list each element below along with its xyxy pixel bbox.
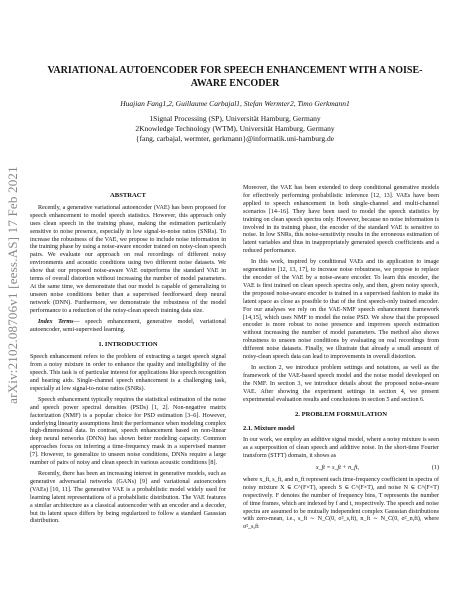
arxiv-sidebar [2,150,24,420]
author-list: Huajian Fang1,2, Guillaume Carbajal1, Stefan Wermter2, Timo Gerkmann1 [120,99,350,108]
index-terms [30,319,226,335]
arxiv-identifier: arXiv:2102.08706v1 [eess.AS] 17 Feb 2021 [5,166,20,404]
right-paragraph-1: Moreover, the VAE has been extended to deep conditional generative models for effectively performing probabilistic inference [12, 13]. VAEs have been applied to speech enhancement in both single-channel and multi-channel scenarios [14–16]. They have been used to model the speech statistics by training on clean speech spectra only. However, because no noise information is involved in its training phase, the encoder of the standard VAE is sensitive to noise. In low SNRs, this noise-sensitivity results in the erroneous estimation of latent variables and thus in inappropriately generated speech coefficients and a reduced performance. [243,185,439,255]
author-emails: {fang, carbajal, wermter, gerkmann}@informatik.uni-hamburg.de [135,134,335,143]
intro-paragraph-1: Speech enhancement refers to the problem of extracting a target speech signal from a noisy mixture in order to enhance the quality and intelligibility of the speech. This task is of particular interest for applications like speech recognition and hearing aids. Single-channel speech enhancement is a challenging task, especially at low signal-to-noise ratios (SNRs). [30,354,226,392]
section-2-heading: 2. PROBLEM FORMULATION [294,411,387,419]
right-paragraph-5: where x_ft, s_ft, and n_ft represent each time-frequency coefficient in spectra of noisy mixture X ∈ C^(F×T), speech S ∈ C^(F×T), and noise N ∈ C^(F×T) respectively. F denotes the number of frequency bins, T represents the number of time frames, which are indexed by f and t, respectively. The speech and noise spectra are assumed to be mutually independent complex Gaussian distributions with zero-mean, i.e., s_ft ∼ N_C(0, σ²_s,ft), n_ft ∼ N_C(0, σ²_n,ft), where σ²_s,ft [243,476,439,531]
right-paragraph-3: In section 2, we introduce problem settings and notations, as well as the framework of the VAE-based speech model and the noise model developed on the NMF. In section 3, we introduce details about the proposed noise-aware VAE. After showing the experiment settings in section 4, we present experimental evaluation results and conclusions in section 5 and section 6. [243,364,439,403]
affiliation-1: 1Signal Processing (SP), Universität Hamburg, Germany [149,114,321,123]
affiliation-block [30,114,440,144]
equation-1 [243,465,439,473]
paper-header [30,64,440,144]
equation-1-number: (1) [431,465,439,471]
left-column [30,185,226,529]
abstract-text: Recently, a generative variational autoencoder (VAE) has been proposed for speech enhancement to model speech statistics. However, this approach only uses clean speech in the training phase, making the estimation particularly sensitive to noise presence, especially in low signal-to-noise ratios (SNRs). To increase the robustness of the VAE, we propose to include noise information in the training phase by using a noise-aware encoder trained on noisy-clean speech pairs. We evaluate our approach on real recordings of different noisy environments and acoustic conditions using two different noise datasets. We show that our proposed noise-aware VAE outperforms the standard VAE in terms of overall distortion without increasing the number of model parameters. At the same time, we demonstrate that our model is capable of generalizing to unseen noise conditions better than a supervised feedforward deep neural network (DNN). Furthermore, we demonstrate the robustness of the model performance to a reduction of the noisy-clean speech training data size. [30,204,226,314]
paper-title: VARIATIONAL AUTOENCODER FOR SPEECH ENHANCEMENT WITH A NOISE-AWARE ENCODER [47,65,423,89]
right-paragraph-4: In our work, we employ an additive signal model, where a noisy mixture is seen as a superposition of clean speech and additive noise. In the short-time Fourier transform (STFT) domain, it shows as [243,437,439,460]
index-terms-text: — speech enhancement, generative model, variational autoencoder, semi-supervised learning. [30,318,226,333]
right-column [243,185,439,535]
equation-1-body: x_ft = s_ft + n_ft, [315,465,360,471]
right-paragraph-2: In this work, inspired by conditional VAEs and its application to image segmentation [12, 13, 17], to increase noise robustness, we propose to replace the encoder of the VAE by a noise-aware encoder. To learn this encoder, the VAE is first trained on clean speech spectra only, and then, given noisy speech, the proposed noise-aware encoder is trained in a supervised fashion to make its latent space as close as possible to that of the first speech-only trained encoder. For our analyses we rely on the VAE-NMF speech enhancement framework [14,15], which uses NMF to model the noise PSD. We show that the proposed encoder is more robust to noise presence and improves speech estimation without increasing the number of model parameters. The method also shows robustness to unseen noise conditions by evaluating on real recordings from different noise datasets. Finally, we illustrate that already a small amount of noisy-clean speech data can lead to improvements in overall distortion. [243,259,439,361]
intro-paragraph-2: Speech enhancement typically requires the statistical estimation of the noise and speech power spectral densities (PSDs) [1, 2]. Non-negative matrix factorization (NMF) is a popular choice for PSD estimation [3–6]. However, underlying linearity assumptions limit the performance when modeling complex high-dimensional data. In contrast, speech enhancement based on non-linear deep neural networks (DNNs) has shown better modeling capacity. Common approaches focus on inferring a time-frequency mask in a supervised manner [7]. However, to generalize to unseen noise conditions, DNNs require a large number of pairs of noisy and clean speech in various acoustic conditions [8]. [30,396,226,467]
subsection-2-1-heading: 2.1. Mixture model [243,425,295,433]
intro-heading: 1. INTRODUCTION [98,341,158,349]
affiliation-2: 2Knowledge Technology (WTM), Universität Hamburg, Germany [135,124,335,133]
abstract-heading: ABSTRACT [110,192,146,199]
intro-paragraph-3: Recently, there has been an increasing interest in generative models, such as generative adversarial networks (GANs) [9] and variational autoencoders (VAEs) [10, 11]. The generative VAE is a probabilistic model widely used for learning latent representations of a probabilistic distribution. The VAE features a similar architecture as a classical autoencoder with an encoder and a decoder, but its latent space differs by being regularized to follow a standard Gaussian distribution. [30,471,226,525]
index-terms-label: Index Terms [38,318,74,325]
